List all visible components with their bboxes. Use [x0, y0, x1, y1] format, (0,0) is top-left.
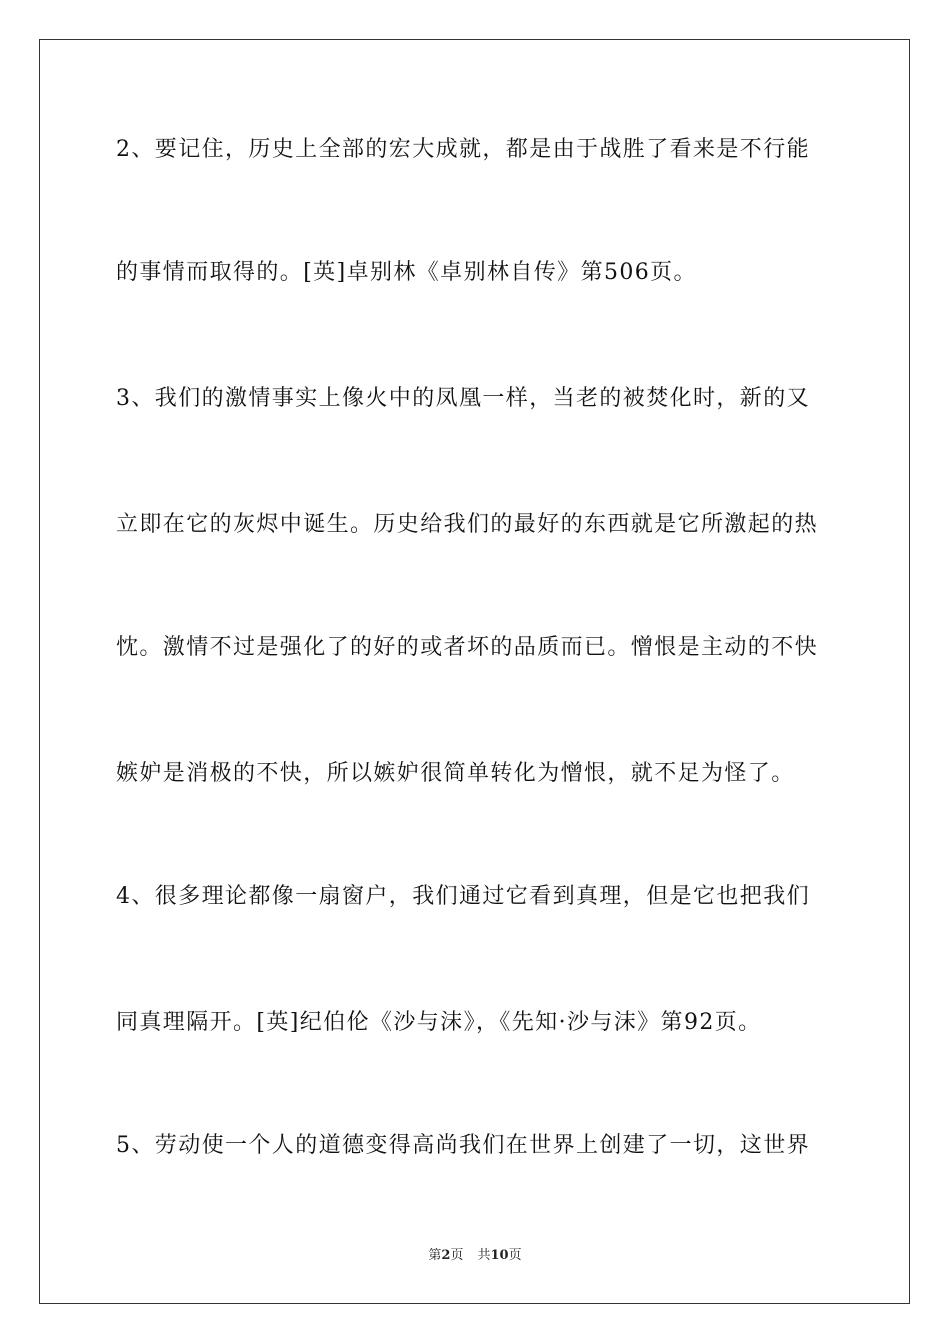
paragraph-line: 忱。激情不过是强化了的好的或者坏的品质而已。憎恨是主动的不快: [116, 635, 819, 660]
page-number: 2: [441, 1248, 451, 1263]
paragraph-line: 同真理隔开。[英]纪伯伦《沙与沫》，《先知·沙与沫》第92页。: [116, 1010, 762, 1035]
page-suffix: 页: [450, 1248, 464, 1263]
total-suffix: 页: [508, 1248, 522, 1263]
paragraph-line: 3、我们的激情事实上像火中的凤凰一样，当老的被焚化时，新的又: [116, 386, 810, 411]
total-prefix: 共: [477, 1248, 491, 1263]
page-footer: [0, 1247, 950, 1265]
paragraph-line: 嫉妒是消极的不快，所以嫉妒很简单转化为憎恨，就不足为怪了。: [116, 761, 795, 786]
paragraph-line: 4、很多理论都像一扇窗户，我们通过它看到真理，但是它也把我们: [116, 884, 810, 909]
paragraph-line: 2、要记住，历史上全部的宏大成就，都是由于战胜了看来是不行能: [116, 137, 810, 162]
page-border: [39, 39, 910, 1304]
paragraph-line: 的事情而取得的。[英]卓别林《卓别林自传》第506页。: [116, 260, 697, 285]
page-prefix: 第: [428, 1248, 442, 1263]
paragraph-line: 5、劳动使一个人的道德变得高尚我们在世界上创建了一切，这世界: [116, 1133, 810, 1158]
total-pages: 10: [490, 1248, 509, 1263]
paragraph-line: 立即在它的灰烬中诞生。历史给我们的最好的东西就是它所激起的热: [116, 512, 819, 537]
